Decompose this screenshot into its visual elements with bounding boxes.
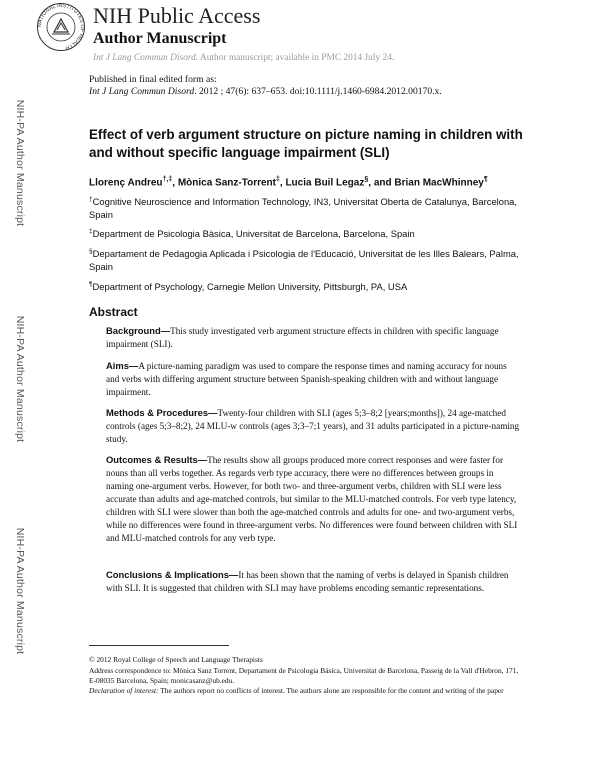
abstract-aims: Aims—A picture-naming paradigm was used to compare the response times and naming accuracy for nouns and verbs with differing argument structure between Spanish-speaking children with and without language impairment. bbox=[106, 360, 507, 397]
citation-availability: Author manuscript; available in PMC 2014 July 24. bbox=[198, 53, 395, 63]
author-name: Lucia Buil Legaz bbox=[285, 177, 365, 189]
publication-details: . 2012 ; 47(6): 637–653. doi:10.1111/j.1460-6984.2012.00170.x. bbox=[194, 86, 442, 97]
side-label-3: NIH-PA Author Manuscript bbox=[14, 527, 26, 655]
publication-journal: Int J Lang Commun Disord bbox=[89, 86, 195, 97]
abstract-background: Background—This study investigated verb argument structure effects in children with specific language impairment (SLI). bbox=[106, 325, 499, 349]
author-name: Mònica Sanz-Torrent bbox=[177, 177, 276, 189]
citation-journal: Int J Lang Commun Disord. bbox=[93, 53, 199, 63]
abstract-conclusions: Conclusions & Implications—It has been shown that the naming of verbs is delayed in Spanish children with SLI. It is suggested that children with SLI may have problems encoding semantic representations. bbox=[106, 569, 509, 593]
abstract-methods: Methods & Procedures—Twenty-four children with SLI (ages 5;3–8;2 [years;months]), 24 age-matched controls (ages 5;3–8;2), 24 MLU-w controls (ages 3;3–7;1 years), and 31 adults participated in a picture-naming study. bbox=[106, 407, 520, 444]
declaration-of-interest: Declaration of interest: The authors report no conflicts of interest. The authors alone are responsible for the content and writing of the paper bbox=[89, 686, 504, 695]
author-list: Llorenç Andreu†,‡, Mònica Sanz-Torrent‡, Lucia Buil Legaz§, and Brian MacWhinney¶ bbox=[89, 176, 488, 189]
brand-title: NIH Public Access bbox=[93, 3, 261, 28]
abstract-results: Outcomes & Results—The results show all groups produced more correct responses and were faster for nouns than all verbs together. As regards verb type accuracy, there were no differences between groups in naming one-argument verbs. However, for both two- and three-argument verbs, children with SLI were less accurate than adults and age-matched controls, but similar to the MLU-matched controls. For verb type latency, children with SLI were slower than both the age-matched controls and adults for one- and two-argument verbs, while no differences were found in three-argument verbs. No differences were found between children with SLI and MLU-matched controls for any verb type. bbox=[106, 454, 518, 543]
brand-subtitle: Author Manuscript bbox=[93, 30, 227, 47]
author-name: Brian MacWhinney bbox=[394, 177, 484, 189]
author-affiliation-mark: ‡ bbox=[275, 176, 280, 183]
publication-reference bbox=[89, 86, 442, 97]
author-name: Llorenç Andreu bbox=[89, 177, 163, 189]
copyright-notice: © 2012 Royal College of Speech and Language Therapists bbox=[89, 655, 263, 664]
author-affiliation-mark: †,‡ bbox=[162, 176, 173, 183]
correspondence-address: Address correspondence to: Mònica Sanz Torrent, Departament de Psicologia Bàsica, Universitat de Barcelona, Passeig de la Vall d'Hebron, 171, E-08035 Barcelona, Spain; monicasanz@ub.edu. bbox=[89, 666, 519, 685]
author-affiliation-mark: § bbox=[364, 176, 369, 183]
affiliation: †Cognitive Neuroscience and Information Technology, IN3, Universitat Oberta de Catalunya, Barcelona, Spain bbox=[89, 196, 517, 221]
affiliation: ‡Department de Psicologia Bàsica, Universitat de Barcelona, Barcelona, Spain bbox=[89, 228, 415, 240]
author-affiliation-mark: ¶ bbox=[483, 176, 488, 183]
side-label-2: NIH-PA Author Manuscript bbox=[14, 315, 26, 443]
manuscript-citation bbox=[93, 53, 394, 63]
affiliation: ¶Department of Psychology, Carnegie Mellon University, Pittsburgh, PA, USA bbox=[89, 281, 408, 293]
published-label: Published in final edited form as: bbox=[89, 74, 217, 85]
affiliation: §Departament de Pedagogia Aplicada i Psicologia de l'Educació, Universitat de les Illes Balears, Palma, Spain bbox=[89, 248, 519, 273]
article-title: Effect of verb argument structure on picture naming in children with and without specific language impairment (SLI) bbox=[89, 127, 523, 160]
side-label-1: NIH-PA Author Manuscript bbox=[14, 99, 26, 227]
abstract-heading: Abstract bbox=[89, 305, 138, 319]
nih-seal-logo bbox=[36, 2, 86, 52]
footnote-divider bbox=[89, 645, 229, 646]
svg-text:NATIONAL INSTITUTES OF HEALTH: NATIONAL INSTITUTES OF HEALTH bbox=[36, 2, 86, 51]
